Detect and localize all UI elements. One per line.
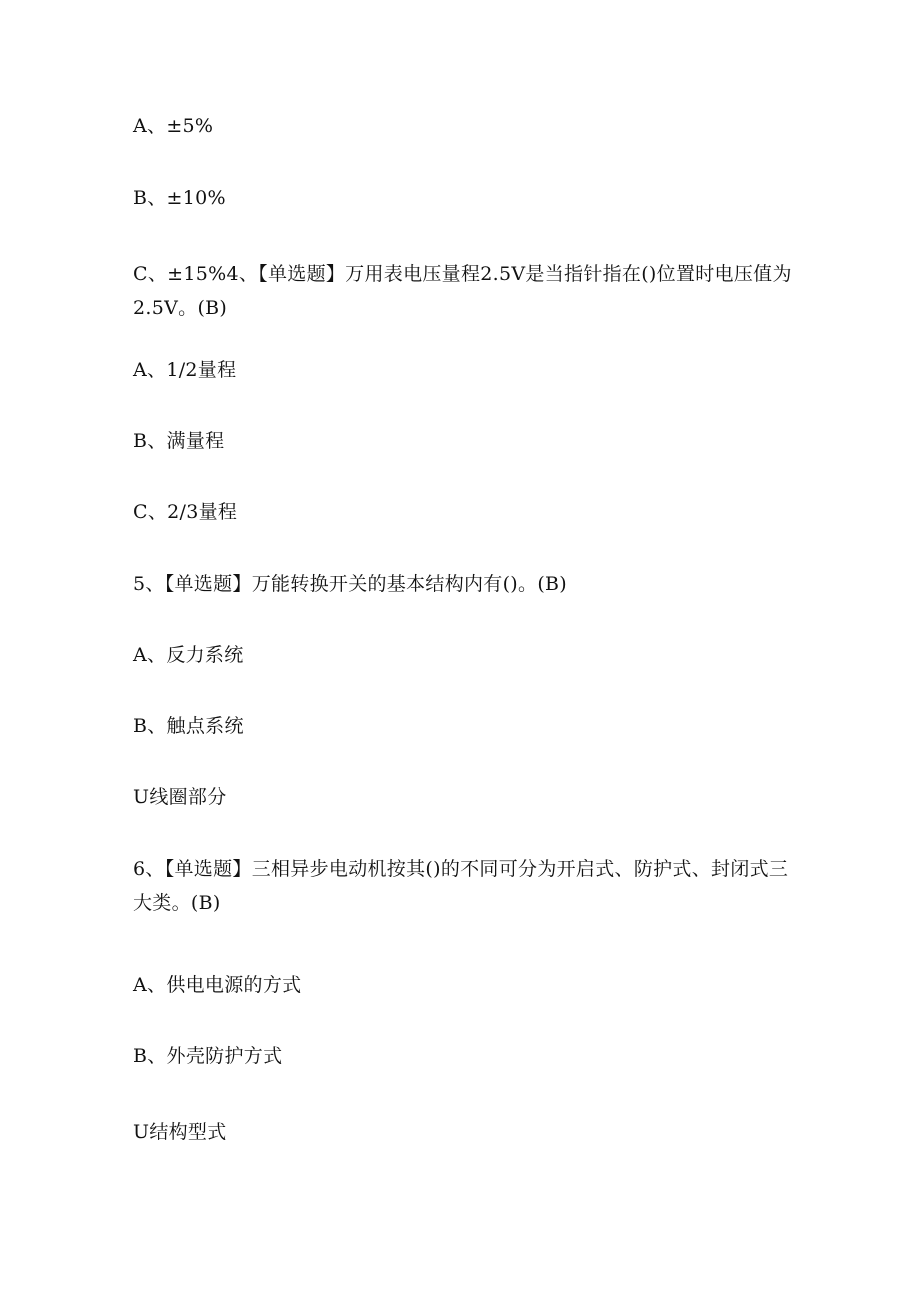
- question-4-text: C、±15%4、【单选题】万用表电压量程2.5V是当指针指在()位置时电压值为2.5V。(B): [133, 263, 792, 319]
- option-b-text: B、±10%: [133, 187, 226, 209]
- question-6-text: 6、【单选题】三相异步电动机按其()的不同可分为开启式、防护式、封闭式三大类。(B): [133, 858, 789, 914]
- option-b-text: B、满量程: [133, 430, 225, 452]
- question-5-text: 5、【单选题】万能转换开关的基本结构内有()。(B): [133, 573, 568, 595]
- option-c-text: U结构型式: [133, 1121, 227, 1143]
- option-c-text: C、2/3量程: [133, 501, 238, 523]
- option-a-text: A、±5%: [133, 115, 214, 137]
- option-c-text: U线圈部分: [133, 786, 227, 808]
- option-a-text: A、反力系统: [133, 644, 244, 666]
- option-a-text: A、1/2量程: [133, 359, 237, 381]
- option-b-text: B、外壳防护方式: [133, 1045, 283, 1067]
- option-b-text: B、触点系统: [133, 715, 244, 737]
- option-a-text: A、供电电源的方式: [133, 974, 302, 996]
